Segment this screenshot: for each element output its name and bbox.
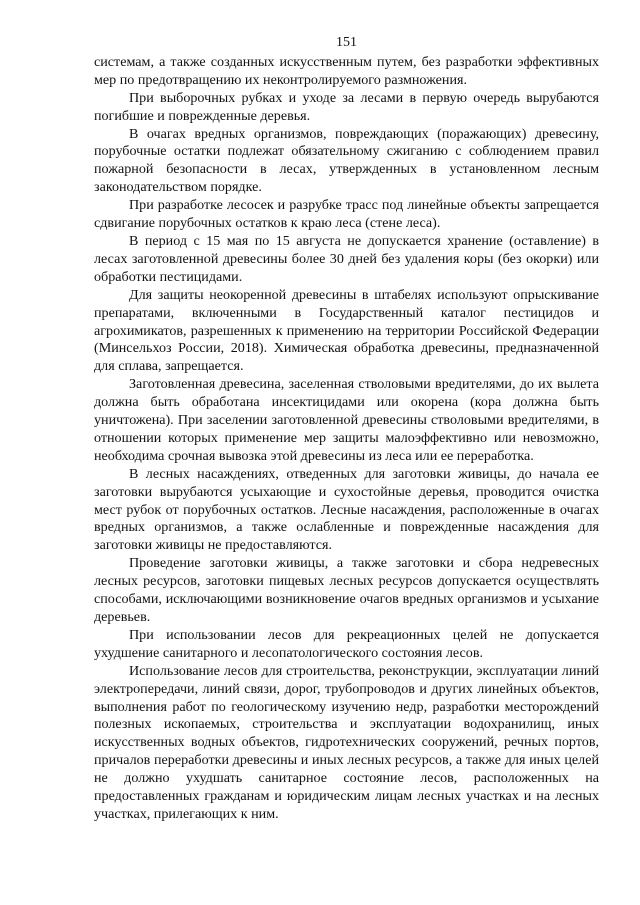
paragraph-construction-use: Использование лесов для строительства, реконструкции, эксплуатации линий электропередачи, линий связи, дорог, трубопроводов и других линейных объектов, выполнения работ по геологическому изучению недр, разработки месторождений полезных ископаемых, строительства и эксплуатации водохранилищ, иных искусственных водных объектов, гидротехнических сооружений, речных портов, причалов переработки древесины и иных лесных ресурсов, а также для иных целей не должно ухудшать санитарное состояние лесов, расположенных на предоставленных гражданам и юридическим лицам лесных участках и на лесных участках, прилегающих к ним.	[94, 662, 599, 822]
paragraph-continuation: системам, а также созданных искусственным путем, без разработки эффективных мер по предотвращению их неконтролируемого размножения.	[94, 53, 599, 88]
page-number: 151	[336, 35, 357, 50]
paragraph-harmful-organisms: В очагах вредных организмов, повреждающих (поражающих) древесину, порубочные остатки подлежат обязательному сжиганию с соблюдением правил пожарной безопасности в лесах, утвержденных в установленном лесным законодательством порядке.	[94, 125, 599, 196]
paragraph-resin-harvesting: В лесных насаждениях, отведенных для заготовки живицы, до начала ее заготовки вырубаются усыхающие и сухостойные деревья, проводится очистка мест рубок от порубочных остатков. Лесные насаждения, расположенные в очагах вредных организмов, а также ослабленные и поврежденные насаждения для заготовки живицы не предоставляются.	[94, 465, 599, 554]
paragraph-cutting-areas: При разработке лесосек и разрубке трасс под линейные объекты запрещается сдвигание порубочных остатков к краю леса (стене леса).	[94, 197, 599, 232]
paragraph-selective-felling: При выборочных рубках и уходе за лесами в первую очередь вырубаются погибшие и поврежденные деревья.	[94, 89, 599, 124]
document-page	[94, 34, 599, 824]
paragraph-recreational-use: При использовании лесов для рекреационных целей не допускается ухудшение санитарного и лесопатологического состояния лесов.	[94, 626, 599, 661]
paragraph-infested-wood: Заготовленная древесина, заселенная стволовыми вредителями, до их вылета должна быть обработана инсектицидами или окорена (кора должна быть уничтожена). При заселении заготовленной древесины стволовыми вредителями, в отношении которых применение мер защиты малоэффективно или невозможно, необходима срочная вывозка этой древесины из леса или ее переработка.	[94, 376, 599, 464]
paragraph-wood-protection: Для защиты неокоренной древесины в штабелях используют опрыскивание препаратами, включенными в Государственный каталог пестицидов и агрохимикатов, разрешенных к применению на территории Российской Федерации (Минсельхоз России, 2018). Химическая обработка древесины, предназначенной для сплава, запрещается.	[94, 286, 599, 375]
paragraph-storage-period: В период с 15 мая по 15 августа не допускается хранение (оставление) в лесах заготовленной древесины более 30 дней без удаления коры (без окорки) или обработки пестицидами.	[94, 232, 599, 285]
paragraph-non-timber-resources: Проведение заготовки живицы, а также заготовки и сбора недревесных лесных ресурсов, заготовки пищевых лесных ресурсов допускается осуществлять способами, исключающими возникновение очагов вредных организмов и усыхание деревьев.	[94, 555, 599, 625]
